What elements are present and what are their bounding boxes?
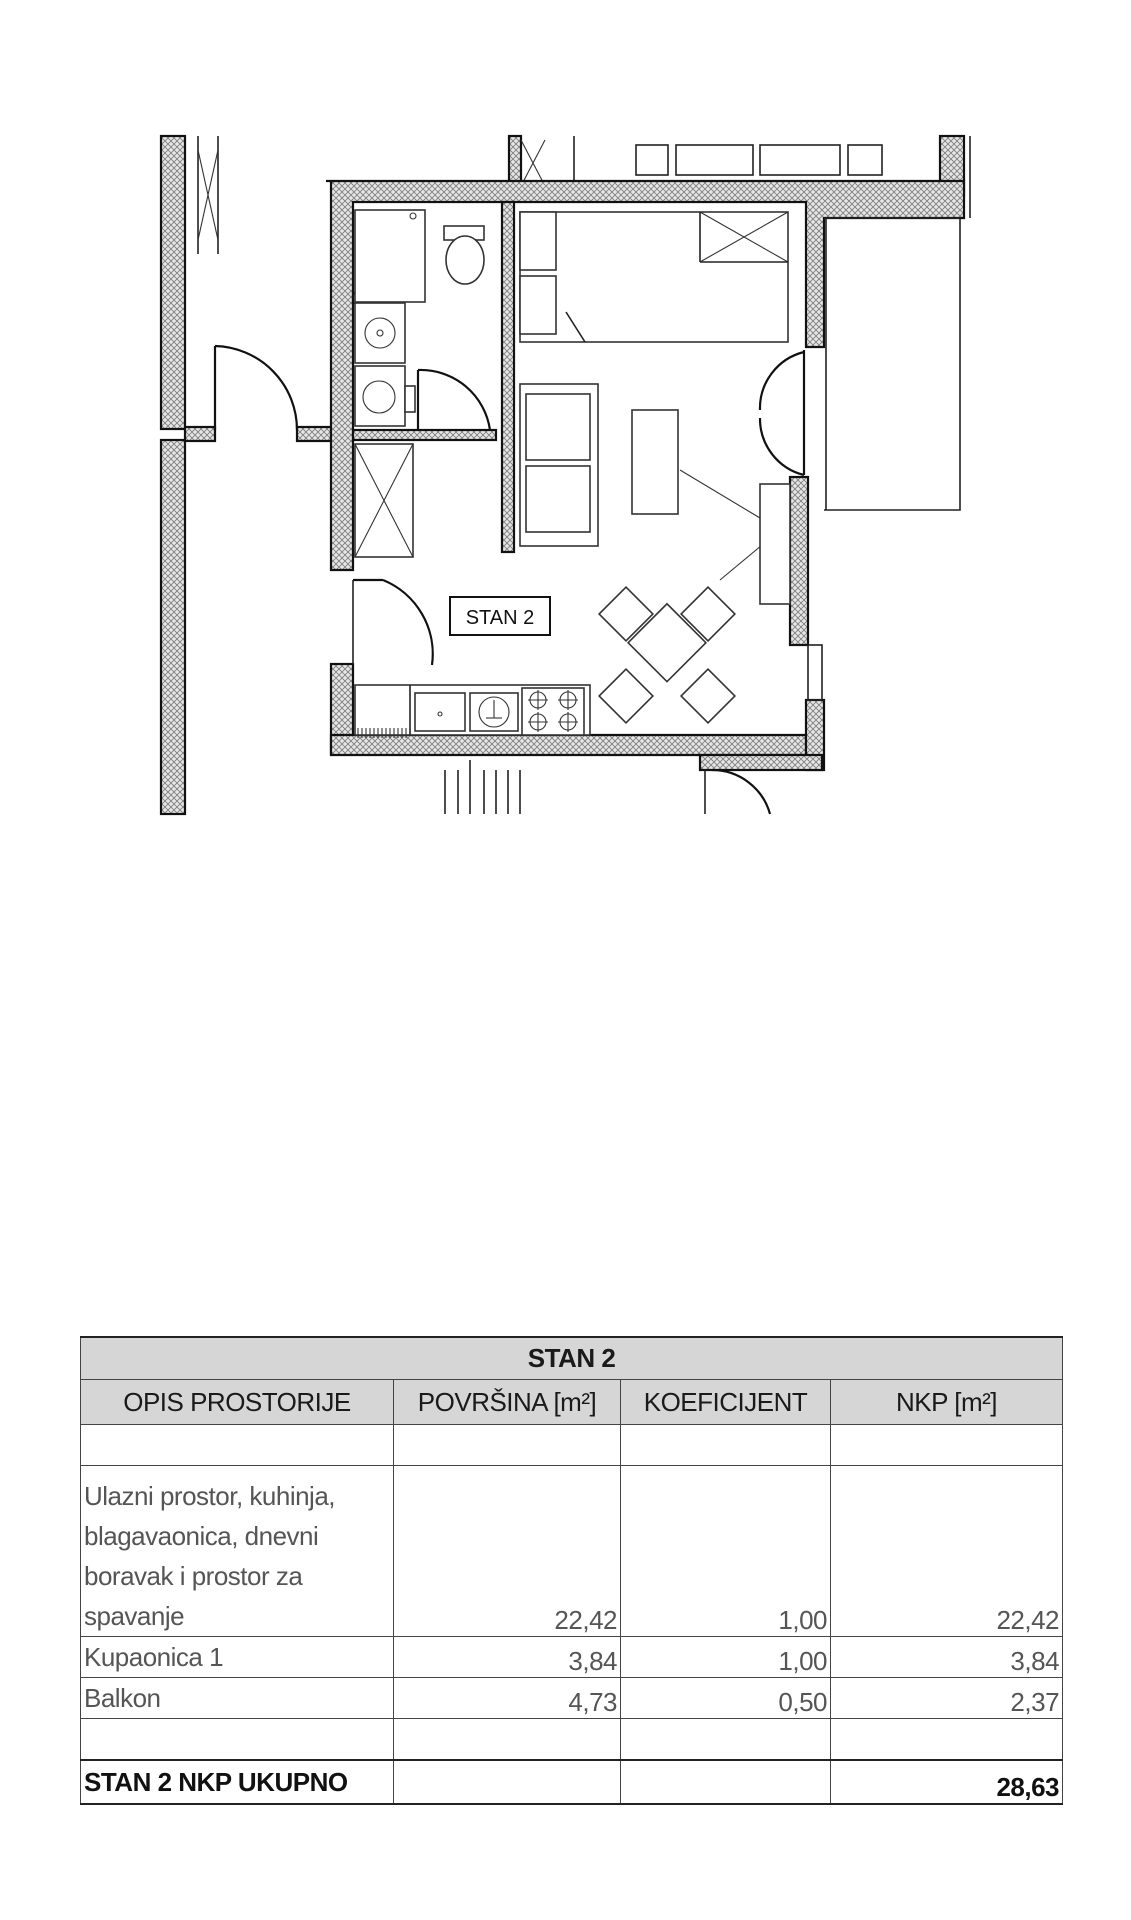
row-description: Kupaonica 1 xyxy=(81,1637,394,1678)
row-nkp: 2,37 xyxy=(831,1678,1063,1719)
bathroom-fixtures xyxy=(355,210,484,426)
table-row xyxy=(81,1637,1063,1678)
table-row xyxy=(81,1678,1063,1719)
row-coefficient: 1,00 xyxy=(621,1466,831,1637)
kitchen-counter xyxy=(355,685,590,738)
balcony-door xyxy=(760,350,804,475)
header-room: OPIS PROSTORIJE xyxy=(81,1380,394,1425)
bed xyxy=(520,212,788,342)
table-title: STAN 2 xyxy=(81,1337,1063,1380)
row-area: 22,42 xyxy=(394,1466,621,1637)
wardrobe xyxy=(355,444,413,557)
tv-unit xyxy=(760,484,790,604)
apartment-label xyxy=(450,597,550,635)
row-coefficient: 0,50 xyxy=(621,1678,831,1719)
row-area: 4,73 xyxy=(394,1678,621,1719)
apartment-label-text: STAN 2 xyxy=(465,607,535,629)
right-window xyxy=(808,645,822,700)
total-label: STAN 2 NKP UKUPNO xyxy=(81,1760,394,1804)
table-title-row xyxy=(81,1337,1063,1380)
header-coefficient: KOEFICIJENT xyxy=(621,1380,831,1425)
inner-door xyxy=(353,580,433,665)
balcony xyxy=(824,218,960,510)
row-nkp: 22,42 xyxy=(831,1466,1063,1637)
header-nkp: NKP [m²] xyxy=(831,1380,1063,1425)
total-row xyxy=(81,1760,1063,1804)
row-nkp: 3,84 xyxy=(831,1637,1063,1678)
entrance-door xyxy=(215,346,297,430)
coffee-table xyxy=(632,410,780,580)
row-coefficient: 1,00 xyxy=(621,1637,831,1678)
table-row xyxy=(81,1466,1063,1637)
left-corridor-walls xyxy=(161,136,331,814)
area-table xyxy=(80,1336,1063,1805)
row-description: Balkon xyxy=(81,1678,394,1719)
sofa xyxy=(520,384,598,546)
empty-row xyxy=(81,1425,1063,1466)
floor-plan xyxy=(0,0,1131,830)
empty-row xyxy=(81,1719,1063,1761)
row-area: 3,84 xyxy=(394,1637,621,1678)
bathroom-door xyxy=(418,370,490,430)
dining-set xyxy=(599,587,735,723)
header-area: POVRŠINA [m²] xyxy=(394,1380,621,1425)
total-value: 28,63 xyxy=(831,1760,1063,1804)
row-description: Ulazni prostor, kuhinja, blagavaonica, dnevni boravak i prostor za spavanje xyxy=(81,1466,394,1637)
column-header-row xyxy=(81,1380,1063,1425)
